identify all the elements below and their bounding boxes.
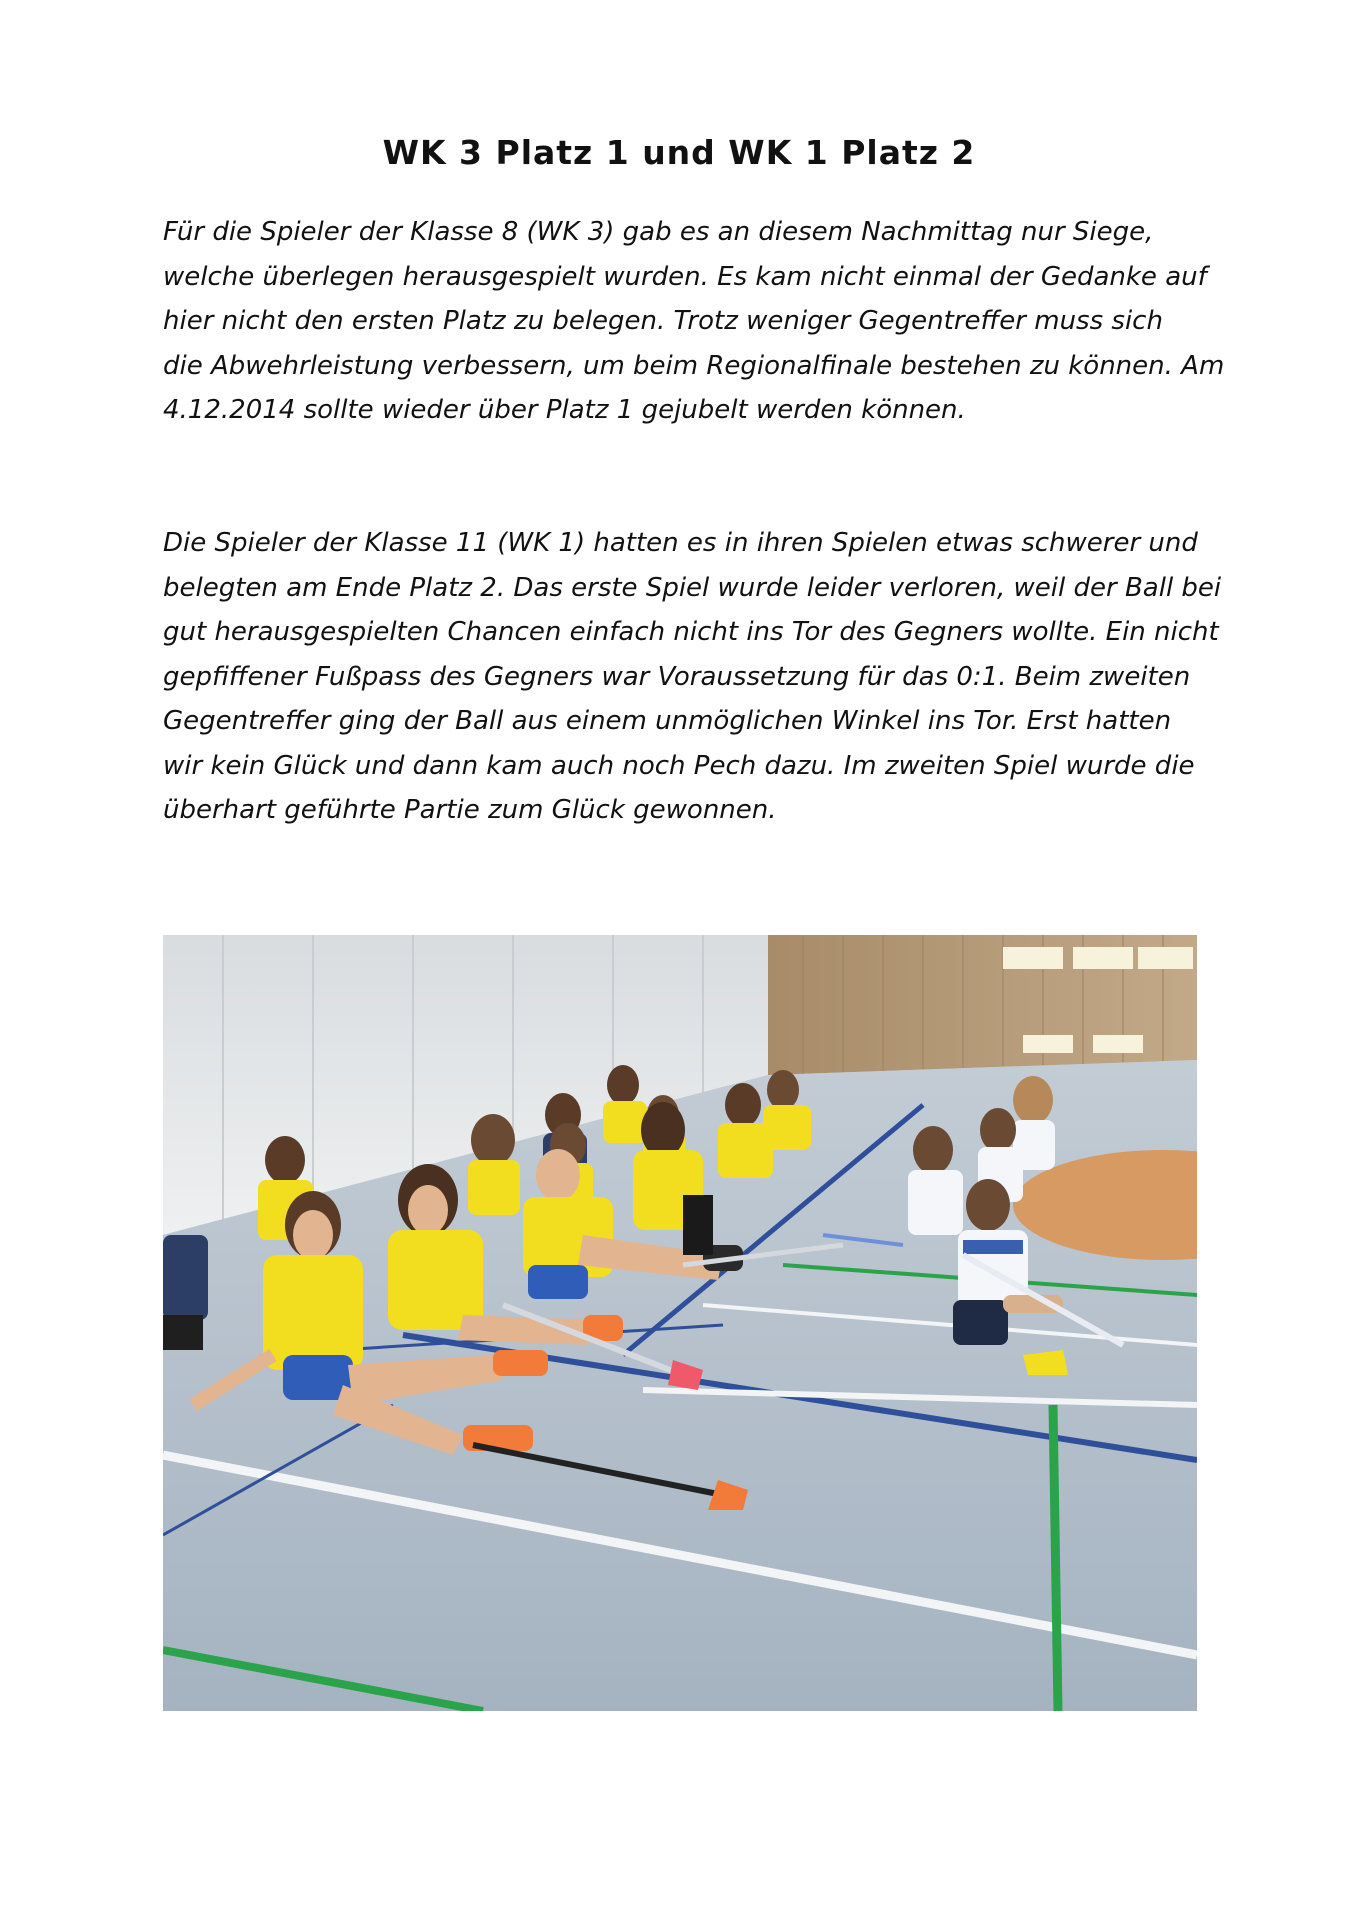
paragraph-line: Für die Spieler der Klasse 8 (WK 3) gab es an diesem Nachmittag nur Siege, — [163, 217, 1154, 247]
paragraph-line: hier nicht den ersten Platz zu belegen. Trotz weniger Gegentreffer muss sich — [163, 306, 1163, 336]
paragraph-line: gepfiffener Fußpass des Gegners war Voraussetzung für das 0:1. Beim zweiten — [163, 661, 1191, 692]
paragraph-line: wir kein Glück und dann kam auch noch Pech dazu. Im zweiten Spiel wurde die — [163, 750, 1195, 781]
team-photo — [163, 935, 1197, 1711]
paragraph-line: 4.12.2014 sollte wieder über Platz 1 gejubelt werden können. — [163, 395, 966, 425]
paragraph-line: gut herausgespielten Chancen einfach nicht ins Tor des Gegners wollte. Ein nicht — [163, 617, 1219, 647]
paragraph-line: überhart geführte Partie zum Glück gewonnen. — [163, 795, 777, 825]
paragraph-2 — [163, 521, 1223, 833]
team-photo-illustration — [163, 935, 1197, 1711]
paragraph-line: belegten am Ende Platz 2. Das erste Spiel wurde leider verloren, weil der Ball bei — [163, 572, 1222, 603]
paragraph-line: Die Spieler der Klasse 11 (WK 1) hatten es in ihren Spielen etwas schwerer und — [163, 528, 1198, 558]
page-title: WK 3 Platz 1 und WK 1 Platz 2 — [382, 133, 976, 172]
paragraph-line: welche überlegen herausgespielt wurden. Es kam nicht einmal der Gedanke auf — [163, 261, 1207, 292]
paragraph-line: die Abwehrleistung verbessern, um beim Regionalfinale bestehen zu können. Am — [163, 350, 1225, 381]
paragraph-line: Gegentreffer ging der Ball aus einem unmöglichen Winkel ins Tor. Erst hatten — [163, 706, 1172, 736]
player-edge-left — [163, 1235, 208, 1350]
paragraph-1 — [163, 210, 1223, 433]
